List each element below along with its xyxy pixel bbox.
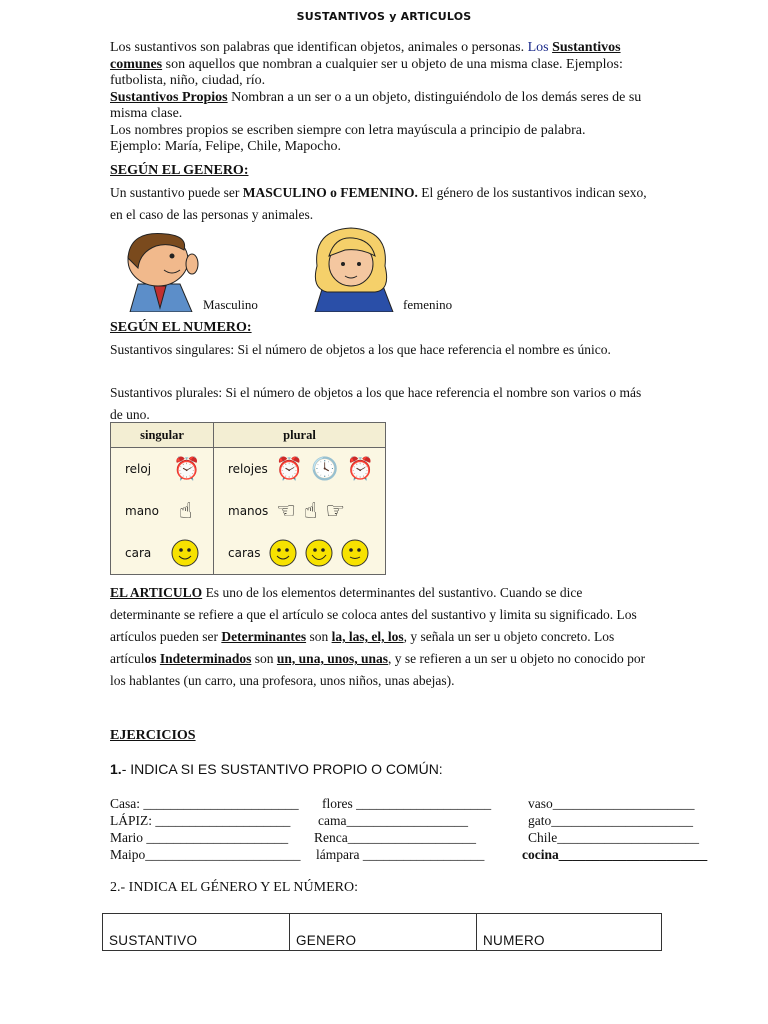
answer-line[interactable]: Casa: _______________________ bbox=[110, 796, 299, 811]
articulo-os: os bbox=[144, 651, 157, 666]
col-genero: GENERO bbox=[290, 914, 477, 951]
hand-icon: ☜ bbox=[276, 498, 296, 524]
col-singular: singular bbox=[111, 423, 214, 448]
clock-icon: ⏰ bbox=[173, 456, 201, 482]
cell-plural: relojes bbox=[228, 462, 268, 476]
girl-illustration bbox=[305, 226, 399, 312]
intro-line: Los sustantivos son palabras que identifican objetos, animales o personas. bbox=[110, 40, 525, 55]
cell-singular: mano bbox=[125, 504, 159, 518]
col-plural: plural bbox=[214, 423, 386, 448]
cell-plural: caras bbox=[228, 546, 261, 560]
cell-singular: cara bbox=[125, 546, 152, 560]
intro-paragraph bbox=[110, 40, 670, 156]
table-row bbox=[103, 914, 662, 951]
ejercicios-heading: EJERCICIOS bbox=[110, 728, 196, 743]
articulo-text-4: son bbox=[254, 651, 274, 666]
answer-line[interactable]: LÁPIZ: ____________________ bbox=[110, 813, 291, 828]
indeterminados-label: Indeterminados bbox=[159, 651, 252, 666]
articulo-text-2: son bbox=[309, 629, 329, 644]
answer-line[interactable]: gato_____________________ bbox=[528, 813, 693, 828]
clock-icon: ⏰ bbox=[275, 456, 304, 482]
masculino-caption: Masculino bbox=[203, 297, 258, 312]
boy-illustration bbox=[110, 228, 200, 312]
comunes-text: son aquellos que nombran a cualquier ser u objeto de una misma clase. Ejemplos: futbolista, niño, ciudad, río. bbox=[110, 56, 623, 88]
table-row bbox=[111, 532, 386, 575]
question-2: 2.- INDICA EL GÉNERO Y EL NÚMERO: bbox=[110, 880, 358, 895]
genero-text-b: MASCULINO o FEMENINO. bbox=[242, 185, 418, 200]
articulo-text-1: Es uno de los elementos determinantes del sustantivo. Cuando se dice determinante se refiere a que el artículo se coloca antes del sustantivo y limita su significado. Los artículos pueden ser bbox=[110, 585, 637, 644]
clock-icon: ⏰ bbox=[346, 456, 374, 482]
genero-numero-table bbox=[102, 913, 662, 951]
answer-line[interactable]: Mario _____________________ bbox=[110, 830, 289, 845]
question-1 bbox=[110, 761, 443, 777]
answer-line[interactable]: cocina______________________ bbox=[522, 847, 708, 862]
numero-heading: SEGÚN EL NUMERO: bbox=[110, 320, 252, 335]
genero-heading: SEGÚN EL GENERO: bbox=[110, 163, 249, 178]
hand-icon: ☝ bbox=[179, 498, 193, 524]
col-sustantivo: SUSTANTIVO bbox=[103, 914, 290, 951]
answer-line[interactable]: Maipo_______________________ bbox=[110, 847, 301, 862]
smiley-icon bbox=[269, 539, 297, 567]
singular-plural-table bbox=[110, 422, 386, 575]
answer-line[interactable]: vaso_____________________ bbox=[528, 796, 695, 811]
answer-line[interactable]: cama__________________ bbox=[318, 813, 468, 828]
answer-line[interactable]: flores ____________________ bbox=[322, 796, 492, 811]
smiley-icon bbox=[341, 539, 369, 567]
answer-line[interactable]: lámpara __________________ bbox=[316, 847, 485, 862]
articulo-text-5: , y se refieren a un ser u objeto no conocido por los hablantes (un carro, una profesora, unos niños, unas abejas). bbox=[110, 651, 646, 688]
propios-label: Sustantivos Propios bbox=[110, 89, 228, 105]
determinantes-label: Determinantes bbox=[221, 629, 307, 644]
genero-text-c: El género de los sustantivos indican sexo, en el caso de las personas y animales. bbox=[110, 185, 647, 222]
table-row bbox=[111, 490, 386, 532]
hand-icon: ☝ bbox=[303, 498, 318, 524]
smiley-icon bbox=[305, 539, 333, 567]
genero-text bbox=[110, 182, 655, 226]
numero-plural-text: Sustantivos plurales: Si el número de objetos a los que hace referencia el nombre son varios o más de uno. bbox=[110, 385, 642, 422]
cell-plural: manos bbox=[228, 504, 269, 518]
answer-line[interactable]: Renca___________________ bbox=[314, 830, 476, 845]
question-1-text: - INDICA SI ES SUSTANTIVO PROPIO O COMÚN: bbox=[121, 761, 443, 777]
comunes-label: Sustantivos comunes bbox=[110, 40, 621, 72]
clock-icon: 🕓 bbox=[311, 456, 339, 482]
numero-singular-text: Sustantivos singulares: Si el número de objetos a los que hace referencia el nombre es único. bbox=[110, 342, 611, 357]
hand-icon: ☞ bbox=[325, 498, 346, 524]
page-title: SUSTANTIVOS y ARTICULOS bbox=[296, 10, 472, 23]
articulo-paragraph bbox=[110, 582, 655, 692]
indeterminados-list: un, una, unos, unas bbox=[276, 651, 388, 666]
ejemplo: Ejemplo: María, Felipe, Chile, Mapocho. bbox=[110, 139, 341, 154]
determinantes-list: la, las, el, los bbox=[331, 629, 404, 644]
table-row bbox=[111, 448, 386, 491]
col-numero: NUMERO bbox=[477, 914, 662, 951]
femenino-caption: femenino bbox=[403, 297, 453, 312]
question-1-number: 1. bbox=[110, 761, 122, 777]
smiley-icon bbox=[171, 539, 199, 567]
genero-text-a: Un sustantivo puede ser bbox=[110, 185, 240, 200]
propios-text: Nombran a un ser o a un objeto, distinguiéndolo de los demás seres de su misma clase. bbox=[110, 89, 642, 121]
cell-singular: reloj bbox=[125, 462, 152, 476]
articulo-label: EL ARTICULO bbox=[110, 585, 203, 600]
articulo-text-3: , y señala un ser u objeto concreto. Los artícul bbox=[110, 629, 615, 666]
propios-rule: Los nombres propios se escriben siempre con letra mayúscula a principio de palabra. bbox=[110, 122, 586, 138]
intro-los: Los bbox=[527, 40, 549, 55]
answer-line[interactable]: Chile_____________________ bbox=[528, 830, 699, 845]
